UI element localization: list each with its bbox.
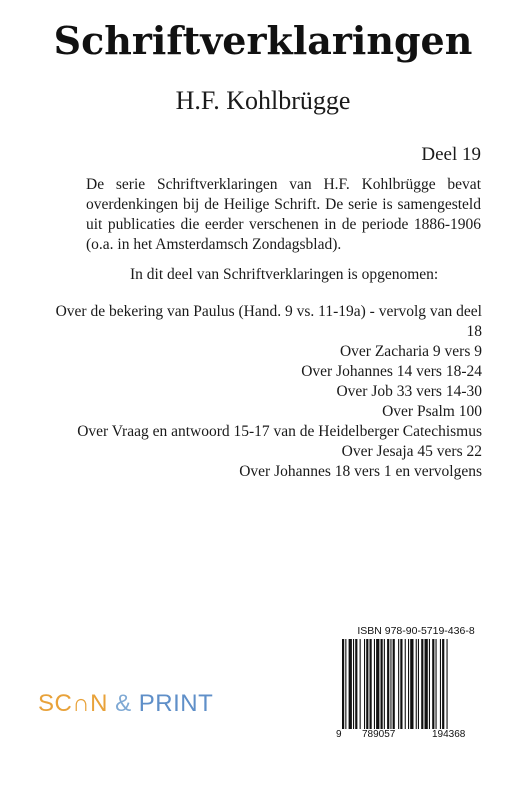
logo-scan-text: SC∩N	[38, 690, 108, 717]
barcode-bar	[364, 639, 365, 729]
barcode-bar	[355, 639, 357, 729]
barcode-bar	[393, 639, 395, 729]
barcode-bar	[408, 639, 409, 729]
barcode-bar	[416, 639, 417, 729]
barcode-bar	[360, 639, 361, 729]
barcode-bar	[387, 639, 389, 729]
isbn-label: ISBN 978-90-5719-436-8	[357, 625, 475, 637]
barcode-bar	[384, 639, 385, 729]
barcode-bar	[447, 639, 448, 729]
barcode-bar	[345, 639, 346, 729]
book-title: Schriftverklaringen	[53, 18, 473, 63]
barcode-digits-left: 789057	[362, 729, 396, 740]
contents-item: Over Johannes 18 vers 1 en vervolgens	[239, 463, 482, 480]
barcode-digit-first: 9	[336, 729, 342, 740]
barcode-bars	[340, 639, 492, 731]
barcode-bar	[381, 639, 383, 729]
barcode-bar	[436, 639, 437, 729]
logo-print-text: PRINT	[138, 690, 214, 717]
intro-paragraph: De serie Schriftverklaringen van H.F. Kohlbrügge bevat overdenkingen bij de Heilige Schrift. De serie is samengesteld uit publicaties die eerder verschenen in de periode 1886-1906 (o.a. in het Amsterdamsch Zondagsblad).	[86, 176, 481, 253]
barcode-bar	[440, 639, 441, 729]
barcode-bar	[390, 639, 391, 729]
barcode-bar	[418, 639, 419, 729]
publisher-logo	[38, 690, 213, 718]
volume-label: Deel 19	[421, 144, 481, 165]
barcode-digits-right: 194368	[432, 729, 466, 740]
contents-item: Over Zacharia 9 vers 9	[339, 343, 482, 360]
contents-item: Over Johannes 14 vers 18-24	[301, 363, 482, 380]
barcode-bar	[442, 639, 444, 729]
barcode-bar	[398, 639, 399, 729]
barcode-bar	[432, 639, 434, 729]
barcode	[336, 625, 496, 743]
barcode-bar	[429, 639, 430, 729]
contents-list	[40, 302, 482, 482]
contents-item: Over Vraag en antwoord 15-17 van de Heidelberger Catechismus	[77, 423, 482, 440]
barcode-bar	[400, 639, 402, 729]
contents-item: Over de bekering van Paulus (Hand. 9 vs. 11-19a) - vervolg van deel 18	[55, 303, 482, 340]
contents-item: Over Psalm 100	[382, 403, 482, 420]
barcode-bar	[374, 639, 375, 729]
barcode-bar	[342, 639, 344, 729]
barcode-bar	[410, 639, 413, 729]
barcode-bar	[405, 639, 406, 729]
author-name: H.F. Kohlbrügge	[175, 86, 351, 115]
contents-heading: In dit deel van Schriftverklaringen is opgenomen:	[130, 266, 439, 283]
barcode-bar	[376, 639, 379, 729]
contents-item: Over Jesaja 45 vers 22	[341, 443, 482, 460]
contents-item: Over Job 33 vers 14-30	[336, 383, 482, 400]
barcode-bar	[353, 639, 354, 729]
barcode-bar	[421, 639, 423, 729]
barcode-bar	[349, 639, 352, 729]
logo-ampersand: &	[107, 690, 139, 717]
barcode-bar	[425, 639, 428, 729]
barcode-bar	[366, 639, 368, 729]
barcode-bar	[370, 639, 372, 729]
intro-block	[86, 175, 481, 255]
